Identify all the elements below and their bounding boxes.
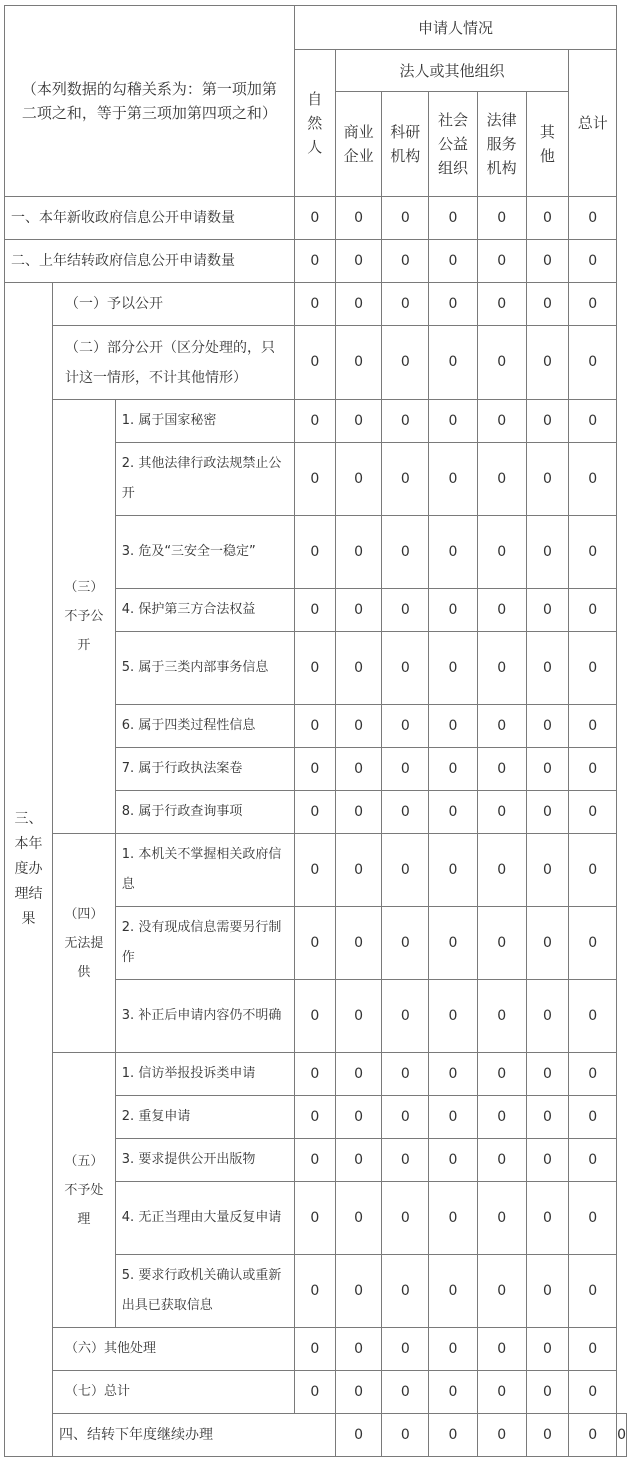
value-cell: 0	[429, 980, 478, 1053]
value-cell: 0	[429, 1053, 478, 1096]
value-cell: 0	[382, 1414, 429, 1457]
table-row	[5, 1414, 627, 1457]
org-type-header: 法律服务机构	[477, 92, 526, 197]
total-cell: 0	[569, 1139, 617, 1182]
value-cell: 0	[382, 632, 429, 705]
value-cell: 0	[429, 443, 478, 516]
value-cell: 0	[526, 1139, 569, 1182]
row-label: 1. 属于国家秘密	[115, 400, 294, 443]
value-cell: 0	[382, 400, 429, 443]
table-row	[5, 400, 627, 443]
value-cell: 0	[429, 705, 478, 748]
table-row	[5, 240, 627, 283]
value-cell: 0	[477, 197, 526, 240]
value-cell: 0	[477, 1182, 526, 1255]
value-cell: 0	[294, 283, 335, 326]
row-label: 4. 无正当理由大量反复申请	[115, 1182, 294, 1255]
total-cell: 0	[569, 443, 617, 516]
value-cell: 0	[477, 1096, 526, 1139]
row-label: 1. 本机关不掌握相关政府信息	[115, 834, 294, 907]
value-cell: 0	[477, 443, 526, 516]
value-cell: 0	[477, 240, 526, 283]
value-cell: 0	[335, 980, 382, 1053]
value-cell: 0	[477, 907, 526, 980]
row-label: 一、本年新收政府信息公开申请数量	[5, 197, 295, 240]
value-cell: 0	[526, 705, 569, 748]
value-cell: 0	[526, 1096, 569, 1139]
row-label: 2. 其他法律行政法规禁止公开	[115, 443, 294, 516]
header-natural-person: 自然人	[294, 50, 335, 197]
value-cell: 0	[477, 1139, 526, 1182]
total-cell: 0	[569, 705, 617, 748]
value-cell: 0	[526, 632, 569, 705]
total-cell: 0	[569, 400, 617, 443]
value-cell: 0	[382, 443, 429, 516]
value-cell: 0	[526, 443, 569, 516]
total-cell: 0	[569, 834, 617, 907]
row-label: 二、上年结转政府信息公开申请数量	[5, 240, 295, 283]
value-cell: 0	[477, 326, 526, 400]
value-cell: 0	[526, 907, 569, 980]
value-cell: 0	[382, 1182, 429, 1255]
total-cell: 0	[569, 1096, 617, 1139]
value-cell: 0	[382, 791, 429, 834]
value-cell: 0	[477, 1371, 526, 1414]
org-type-header: 商业企业	[335, 92, 382, 197]
value-cell: 0	[294, 834, 335, 907]
table-row	[5, 283, 627, 326]
value-cell: 0	[429, 326, 478, 400]
row-label: （二）部分公开（区分处理的，只计这一情形，不计其他情形）	[52, 326, 294, 400]
value-cell: 0	[477, 589, 526, 632]
value-cell: 0	[526, 791, 569, 834]
value-cell: 0	[429, 1182, 478, 1255]
value-cell: 0	[477, 1328, 526, 1371]
value-cell: 0	[294, 1182, 335, 1255]
table-row	[5, 1371, 627, 1414]
value-cell: 0	[382, 1328, 429, 1371]
value-cell: 0	[335, 240, 382, 283]
value-cell: 0	[526, 1371, 569, 1414]
value-cell: 0	[335, 834, 382, 907]
value-cell: 0	[429, 1414, 478, 1457]
value-cell: 0	[335, 632, 382, 705]
value-cell: 0	[335, 589, 382, 632]
total-cell: 0	[569, 589, 617, 632]
value-cell: 0	[335, 1053, 382, 1096]
header-note: （本列数据的勾稽关系为：第一项加第二项之和，等于第三项加第四项之和）	[5, 6, 295, 197]
row-label: 2. 没有现成信息需要另行制作	[115, 907, 294, 980]
value-cell: 0	[294, 791, 335, 834]
value-cell: 0	[294, 240, 335, 283]
total-cell: 0	[569, 240, 617, 283]
value-cell: 0	[335, 1328, 382, 1371]
value-cell: 0	[335, 516, 382, 589]
table-row	[5, 326, 627, 400]
row-label: 4. 保护第三方合法权益	[115, 589, 294, 632]
group-label: （五）不予处理	[52, 1053, 115, 1328]
value-cell: 0	[294, 516, 335, 589]
value-cell: 0	[335, 400, 382, 443]
value-cell: 0	[477, 791, 526, 834]
value-cell: 0	[477, 748, 526, 791]
header-total: 总计	[569, 50, 617, 197]
table-row	[5, 1053, 627, 1096]
row-label: 6. 属于四类过程性信息	[115, 705, 294, 748]
total-cell: 0	[569, 1182, 617, 1255]
value-cell: 0	[526, 1053, 569, 1096]
row-label: 1. 信访举报投诉类申请	[115, 1053, 294, 1096]
value-cell: 0	[294, 1139, 335, 1182]
total-cell: 0	[569, 907, 617, 980]
row-label: 5. 属于三类内部事务信息	[115, 632, 294, 705]
total-cell: 0	[569, 980, 617, 1053]
value-cell: 0	[335, 1255, 382, 1328]
row-label: （六）其他处理	[52, 1328, 294, 1371]
value-cell: 0	[382, 907, 429, 980]
value-cell: 0	[335, 1096, 382, 1139]
total-cell: 0	[569, 1255, 617, 1328]
value-cell: 0	[294, 1255, 335, 1328]
value-cell: 0	[335, 791, 382, 834]
value-cell: 0	[526, 980, 569, 1053]
value-cell: 0	[429, 791, 478, 834]
value-cell: 0	[526, 834, 569, 907]
total-cell: 0	[569, 1371, 617, 1414]
row-label: （一）予以公开	[52, 283, 294, 326]
row-label: 3. 补正后申请内容仍不明确	[115, 980, 294, 1053]
value-cell: 0	[335, 197, 382, 240]
total-cell: 0	[569, 1328, 617, 1371]
value-cell: 0	[526, 1182, 569, 1255]
value-cell: 0	[382, 1255, 429, 1328]
row-label: 3. 危及“三安全一稳定”	[115, 516, 294, 589]
value-cell: 0	[526, 400, 569, 443]
value-cell: 0	[382, 326, 429, 400]
value-cell: 0	[382, 197, 429, 240]
value-cell: 0	[382, 1053, 429, 1096]
value-cell: 0	[429, 907, 478, 980]
row-label: 四、结转下年度继续办理	[52, 1414, 335, 1457]
value-cell: 0	[294, 907, 335, 980]
value-cell: 0	[335, 1371, 382, 1414]
total-cell: 0	[569, 197, 617, 240]
value-cell: 0	[429, 400, 478, 443]
value-cell: 0	[335, 283, 382, 326]
value-cell: 0	[429, 516, 478, 589]
value-cell: 0	[294, 400, 335, 443]
value-cell: 0	[429, 834, 478, 907]
value-cell: 0	[294, 1328, 335, 1371]
value-cell: 0	[294, 197, 335, 240]
value-cell: 0	[477, 400, 526, 443]
total-cell: 0	[617, 1414, 627, 1457]
total-cell: 0	[569, 516, 617, 589]
group-label: （三）不予公开	[52, 400, 115, 834]
value-cell: 0	[569, 1414, 617, 1457]
value-cell: 0	[382, 1371, 429, 1414]
row-label: 5. 要求行政机关确认或重新出具已获取信息	[115, 1255, 294, 1328]
value-cell: 0	[429, 632, 478, 705]
value-cell: 0	[382, 240, 429, 283]
value-cell: 0	[477, 283, 526, 326]
group-label: （四）无法提供	[52, 834, 115, 1053]
application-stats-table	[4, 5, 627, 1457]
value-cell: 0	[335, 907, 382, 980]
value-cell: 0	[526, 197, 569, 240]
value-cell: 0	[477, 834, 526, 907]
row-label: （七）总计	[52, 1371, 294, 1414]
org-type-header: 社会公益组织	[429, 92, 478, 197]
org-type-header: 科研机构	[382, 92, 429, 197]
value-cell: 0	[526, 589, 569, 632]
org-type-header: 其他	[526, 92, 569, 197]
value-cell: 0	[526, 283, 569, 326]
value-cell: 0	[429, 283, 478, 326]
value-cell: 0	[294, 705, 335, 748]
value-cell: 0	[477, 980, 526, 1053]
value-cell: 0	[477, 516, 526, 589]
value-cell: 0	[382, 834, 429, 907]
value-cell: 0	[294, 632, 335, 705]
total-cell: 0	[569, 283, 617, 326]
value-cell: 0	[429, 1255, 478, 1328]
value-cell: 0	[294, 980, 335, 1053]
value-cell: 0	[382, 283, 429, 326]
value-cell: 0	[294, 326, 335, 400]
value-cell: 0	[294, 589, 335, 632]
value-cell: 0	[382, 1096, 429, 1139]
value-cell: 0	[429, 1371, 478, 1414]
value-cell: 0	[477, 1255, 526, 1328]
value-cell: 0	[382, 980, 429, 1053]
total-cell: 0	[569, 791, 617, 834]
value-cell: 0	[382, 1139, 429, 1182]
value-cell: 0	[477, 632, 526, 705]
row-label: 7. 属于行政执法案卷	[115, 748, 294, 791]
value-cell: 0	[526, 748, 569, 791]
value-cell: 0	[294, 748, 335, 791]
value-cell: 0	[294, 1053, 335, 1096]
total-cell: 0	[569, 632, 617, 705]
value-cell: 0	[335, 705, 382, 748]
value-cell: 0	[526, 1328, 569, 1371]
value-cell: 0	[382, 589, 429, 632]
value-cell: 0	[526, 240, 569, 283]
table-row	[5, 834, 627, 907]
table-row	[5, 197, 627, 240]
value-cell: 0	[382, 748, 429, 791]
section-three-label: 三、本年度办理结果	[5, 283, 53, 1457]
value-cell: 0	[294, 443, 335, 516]
value-cell: 0	[429, 1096, 478, 1139]
total-cell: 0	[569, 326, 617, 400]
value-cell: 0	[526, 516, 569, 589]
value-cell: 0	[429, 1328, 478, 1371]
value-cell: 0	[335, 443, 382, 516]
value-cell: 0	[382, 705, 429, 748]
value-cell: 0	[294, 1096, 335, 1139]
value-cell: 0	[429, 1139, 478, 1182]
value-cell: 0	[477, 1414, 526, 1457]
value-cell: 0	[477, 705, 526, 748]
value-cell: 0	[335, 1414, 382, 1457]
value-cell: 0	[335, 326, 382, 400]
value-cell: 0	[526, 1255, 569, 1328]
value-cell: 0	[335, 748, 382, 791]
value-cell: 0	[335, 1139, 382, 1182]
row-label: 3. 要求提供公开出版物	[115, 1139, 294, 1182]
total-cell: 0	[569, 1053, 617, 1096]
header-legal-org: 法人或其他组织	[335, 50, 569, 92]
value-cell: 0	[526, 326, 569, 400]
value-cell: 0	[526, 1414, 569, 1457]
value-cell: 0	[429, 197, 478, 240]
total-cell: 0	[569, 748, 617, 791]
value-cell: 0	[429, 240, 478, 283]
row-label: 2. 重复申请	[115, 1096, 294, 1139]
value-cell: 0	[294, 1371, 335, 1414]
value-cell: 0	[335, 1182, 382, 1255]
row-label: 8. 属于行政查询事项	[115, 791, 294, 834]
table-row	[5, 1328, 627, 1371]
value-cell: 0	[477, 1053, 526, 1096]
value-cell: 0	[429, 748, 478, 791]
value-cell: 0	[382, 516, 429, 589]
value-cell: 0	[429, 589, 478, 632]
header-applicant: 申请人情况	[294, 6, 616, 50]
